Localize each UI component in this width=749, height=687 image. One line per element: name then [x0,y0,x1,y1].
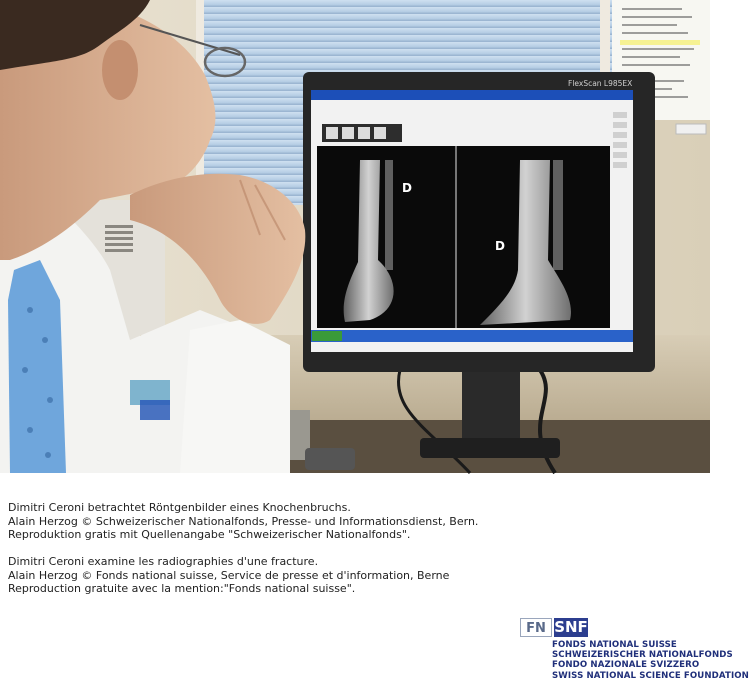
snf-logo-mark [520,618,588,637]
logo-line-en: SWISS NATIONAL SCIENCE FOUNDATION [552,670,749,681]
logo-mark-fn: FN [520,618,552,637]
ear [102,40,138,100]
caption-de-line-2: Alain Herzog © Schweizerischer Nationalfonds, Presse- und Informationsdienst, Bern. [8,514,479,528]
caption-german [8,501,698,542]
caption-de-line-1: Dimitri Ceroni betrachtet Röntgenbilder eines Knochenbruchs. [8,501,351,514]
xray-marker-left: D [402,181,412,195]
caption-fr-line-1: Dimitri Ceroni examine les radiographies d'une fracture. [8,555,319,568]
caption-fr-line-2: Alain Herzog © Fonds national suisse, Service de presse et d'information, Berne [8,568,450,582]
logo-text [552,640,749,681]
caption-french [8,555,698,596]
device-on-desk [305,448,355,470]
caption-fr-line-3: Reproduction gratuite avec la mention:"Fonds national suisse". [8,582,356,595]
xray-marker-right: D [495,239,505,253]
caption-de-line-3: Reproduktion gratis mit Quellenangabe "Schweizerischer Nationalfonds". [8,528,411,541]
logo-mark-snf: SNF [554,618,588,636]
logo-line-it: FONDO NAZIONALE SVIZZERO [552,660,700,671]
snf-logo [520,618,749,682]
monitor-brand: FlexScan L985EX [568,79,633,88]
logo-line-de: SCHWEIZERISCHER NATIONALFONDS [552,650,733,661]
logo-line-fr: FONDS NATIONAL SUISSE [552,640,677,650]
